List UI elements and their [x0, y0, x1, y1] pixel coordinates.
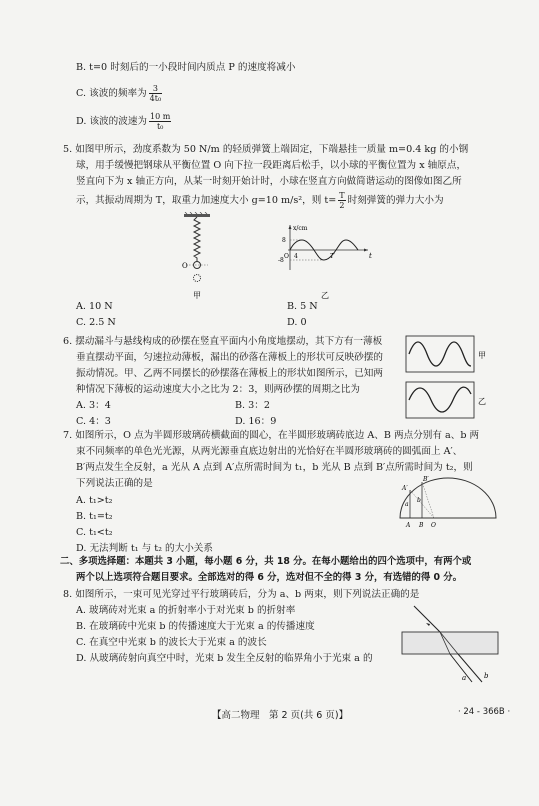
- q8-option-c: C. 在真空中光束 b 的波长大于光束 a 的波长: [76, 637, 267, 648]
- label-b: b: [417, 497, 421, 504]
- spring: [194, 217, 200, 262]
- q5-option-a: A. 10 N: [76, 301, 113, 312]
- label-b: b: [484, 672, 489, 680]
- q4-option-d-fraction: [149, 112, 171, 131]
- q4-option-c: [76, 84, 164, 103]
- q5-line4-text-a: 示，其振动周期为 T，取重力加速度大小 g=10 m/s²，则 t=: [76, 195, 337, 206]
- frac-num: T: [339, 191, 345, 200]
- q6-option-a: A. 3：4: [76, 400, 111, 411]
- q5-figure-yi: [276, 222, 376, 302]
- q5-option-d: D. 0: [287, 317, 307, 328]
- q5-option-c: C. 2.5 N: [76, 317, 116, 328]
- label-B: B: [419, 522, 424, 529]
- q7-line2: 束不同频率的单色光光源，从两光源垂直底边射出的光恰好在半圆形玻璃砖的圆弧面上 A′、: [76, 446, 463, 457]
- q4-option-c-fraction: [149, 84, 163, 103]
- q8-option-a: A. 玻璃砖对光束 a 的折射率小于对光束 b 的折射率: [76, 605, 296, 616]
- ceiling: [184, 214, 210, 217]
- q6-option-d: D. 16：9: [235, 416, 277, 427]
- frac-num: 3: [149, 84, 163, 94]
- fig-label-yi: 乙: [478, 397, 486, 406]
- q7-figure: [392, 470, 502, 532]
- q5-fraction: [338, 191, 345, 210]
- axis-x-label: t: [369, 252, 372, 260]
- q4-option-c-text: C. 该波的频率为: [76, 88, 147, 99]
- q7-option-d: D. 无法判断 t₁ 与 t₂ 的大小关系: [76, 543, 213, 554]
- label-b-prime: B′: [423, 476, 429, 483]
- ceiling-hatch: [185, 212, 207, 214]
- incident-ray: [414, 606, 440, 632]
- q6-line4: 种情况下薄板的运动速度大小之比为 2：3，则两砂摆的周期之比为: [76, 384, 360, 395]
- x-axis-arrow: [289, 225, 292, 229]
- q6-line1: 6. 摆动漏斗与悬线构成的砂摆在竖直平面内小角度地摆动，其下方有一薄板: [63, 336, 383, 347]
- q5-figure-jia: [172, 212, 222, 302]
- q4-option-d-text: D. 该波的波速为: [76, 116, 148, 127]
- q7-option-b: B. t₁=t₂: [76, 511, 113, 522]
- label-o: O: [182, 262, 188, 270]
- tick-T: T: [330, 253, 335, 260]
- q6-option-c: C. 4：3: [76, 416, 111, 427]
- q4-option-d: [76, 112, 173, 131]
- q8-figure: [400, 598, 500, 692]
- q6-line3: 振动情况。甲、乙两不同摆长的砂摆落在薄板上的形状如图所示，已知两: [76, 368, 383, 379]
- q7-option-a: A. t₁>t₂: [76, 495, 113, 506]
- label-a: a: [405, 501, 409, 508]
- q5-line4-text-b: 时刻弹簧的弹力大小为: [347, 195, 444, 206]
- q6-board-jia: [406, 336, 486, 372]
- q5-line1: 5. 如图甲所示，劲度系数为 50 N/m 的轻质弹簧上端固定，下端悬挂一质量 m=0.4 kg 的小钢: [63, 144, 469, 155]
- frac-den: 4t₀: [149, 94, 162, 103]
- fig-label-jia: 甲: [478, 351, 486, 360]
- glass-slab: [402, 632, 498, 654]
- q8-option-b: B. 在玻璃砖中光束 b 的传播速度大于光束 a 的传播速度: [76, 621, 315, 632]
- q7-option-c: C. t₁<t₂: [76, 527, 113, 538]
- q5-line4: [76, 191, 444, 210]
- q5-line2: 球，用手缓慢把钢球从平衡位置 O 向下拉一段距离后松手，以小球的平衡位置为 x 轴原点，: [76, 160, 467, 171]
- ball-lowered: [194, 275, 201, 282]
- frac-den: 2: [339, 201, 345, 210]
- tick-8: 8: [282, 237, 286, 244]
- q6-figure: [402, 332, 492, 424]
- frac-num: 10 m: [150, 112, 171, 121]
- q7-line4: 下列说法正确的是: [76, 478, 153, 489]
- tick-neg8: -8: [278, 257, 284, 264]
- q7-line3: B′两点发生全反射，a 光从 A 点到 A′点所需时间为 t₁，b 光从 B 点到 B′点所需时间为 t₂，则: [76, 462, 473, 473]
- page-footer: 【高二物理 第 2 页(共 6 页)】: [212, 710, 349, 721]
- label-O: O: [431, 522, 436, 529]
- q8-line1: 8. 如图所示，一束可见光穿过平行玻璃砖后，分为 a、b 两束，则下列说法正确的是: [63, 589, 420, 600]
- fig-label-jia: 甲: [193, 291, 201, 300]
- label-a-prime: A′: [402, 485, 408, 492]
- label-A: A: [406, 522, 411, 529]
- normal-b: [422, 482, 434, 518]
- section2-line2: 两个以上选项符合题目要求。全部选对的得 6 分，选对但不全的得 3 分，有选错的得 0 分。: [76, 572, 463, 583]
- axis-y-label: x/cm: [293, 225, 308, 232]
- label-a: a: [462, 674, 467, 682]
- section2-line1: 二、多项选择题：本题共 3 小题，每小题 6 分，共 18 分。在每小题给出的四个选项中，有两个或: [60, 556, 472, 567]
- frac-den: t₀: [156, 122, 164, 131]
- q5-option-b: B. 5 N: [287, 301, 318, 312]
- q7-line1: 7. 如图所示，O 点为半圆形玻璃砖横截面的圆心，在半圆形玻璃砖底边 A、B 两点分别有 a、b 两: [63, 430, 480, 441]
- q8-option-d: D. 从玻璃砖射向真空中时，光束 b 发生全反射的临界角小于光束 a 的: [76, 653, 373, 664]
- q6-line2: 垂直摆动平面，匀速拉动薄板，漏出的砂落在薄板上的形状可反映砂摆的: [76, 352, 383, 363]
- q6-option-b: B. 3：2: [235, 400, 270, 411]
- page-code: · 24 - 366B ·: [458, 707, 511, 717]
- q6-board-yi: [406, 382, 486, 418]
- semicircle: [400, 478, 496, 518]
- t-axis-arrow: [364, 249, 368, 252]
- q5-line3: 竖直向下为 x 轴正方向，从某一时刻开始计时，小球在竖直方向做简谐运动的图像如图乙所: [76, 176, 462, 187]
- fig-label-yi: 乙: [321, 291, 329, 300]
- tick-4: 4: [294, 253, 298, 260]
- tick-origin: O: [284, 253, 289, 260]
- q4-option-b: B. t=0 时刻后的一小段时间内质点 P 的速度将减小: [76, 62, 296, 73]
- incident-arrow: [426, 623, 430, 626]
